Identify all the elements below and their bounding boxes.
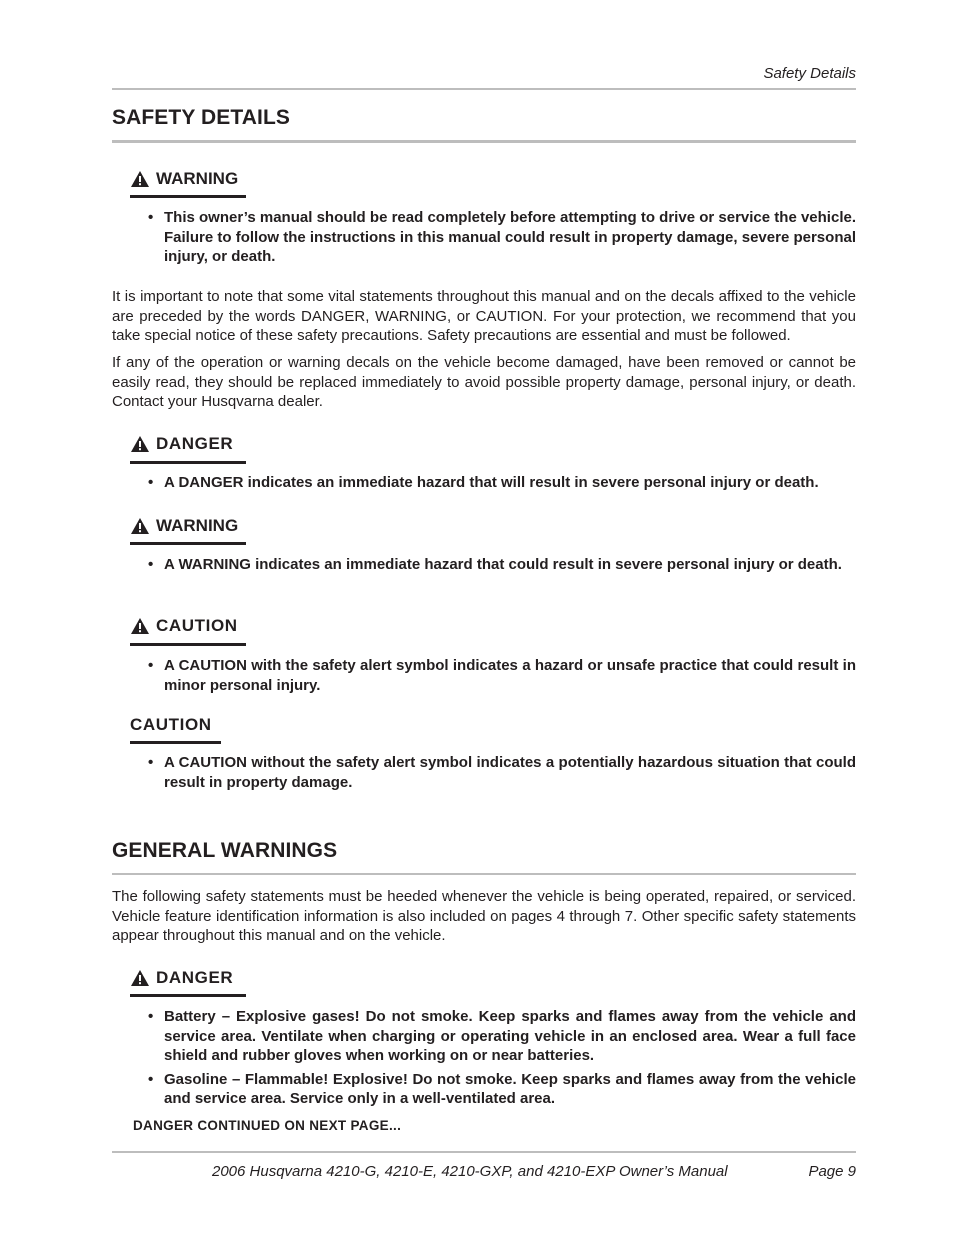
warning-triangle-icon — [130, 617, 150, 635]
signal-rule — [130, 994, 246, 997]
caution-alert-list — [148, 656, 856, 699]
list-item: • Battery – Explosive gases! Do not smoke. Keep sparks and flames away from the vehicle and service area. Ventilate when charging or operating vehicle in an enclosed area. Wear a full face shield and rubber gloves when working on or near batteries. — [148, 1008, 856, 1065]
footer-manual-title: 2006 Husqvarna 4210-G, 4210-E, 4210-GXP, and 4210-EXP Owner’s Manual — [212, 1163, 728, 1180]
warning-triangle-icon — [130, 517, 150, 535]
continued-note: DANGER CONTINUED ON NEXT PAGE... — [133, 1118, 402, 1133]
running-header: Safety Details — [763, 65, 856, 82]
section-title-general-warnings: GENERAL WARNINGS — [112, 839, 338, 862]
caution-text: CAUTION — [156, 616, 238, 635]
warning-text: WARNING — [156, 169, 239, 188]
caution-label-plain — [130, 715, 212, 735]
list-item: • A DANGER indicates an immediate hazard that will result in severe personal injury or death. — [148, 474, 819, 491]
section-title-safety-details: SAFETY DETAILS — [112, 106, 290, 129]
list-item: • A WARNING indicates an immediate hazard that could result in severe personal injury or death. — [148, 556, 842, 573]
signal-rule — [130, 461, 246, 464]
warning-triangle-icon — [130, 969, 150, 987]
decals-paragraph: If any of the operation or warning decals on the vehicle become damaged, have been removed or cannot be easily read, they should be replaced immediately to avoid possible property damage, personal injury, or death. Contact your Husqvarna dealer. — [112, 354, 856, 411]
warning-triangle-icon — [130, 170, 150, 188]
warning-1-list — [148, 208, 856, 271]
signal-rule — [130, 741, 221, 744]
danger-1-list — [148, 473, 856, 497]
warning-2-list — [148, 555, 856, 579]
signal-rule — [130, 195, 246, 198]
caution-text: CAUTION — [130, 715, 212, 734]
signal-rule — [130, 643, 246, 646]
footer-rule — [112, 1151, 856, 1153]
warning-text: WARNING — [156, 516, 239, 535]
list-item: • A CAUTION with the safety alert symbol indicates a hazard or unsafe practice that could result in minor personal injury. — [148, 657, 856, 694]
page-number: Page 9 — [808, 1163, 856, 1180]
important-note-paragraph: It is important to note that some vital statements throughout this manual and on the decals affixed to the vehicle are preceded by the words DANGER, WARNING, or CAUTION. For your protection, we recommend that you take special notice of these safety precautions. Safety precautions are essential and must be followed. — [112, 288, 856, 345]
section-rule — [112, 140, 856, 143]
signal-rule — [130, 542, 246, 545]
section-rule — [112, 873, 856, 875]
danger-label-1 — [130, 434, 233, 454]
list-item: • Gasoline – Flammable! Explosive! Do not smoke. Keep sparks and flames away from the vehicle and service area. Service only in a well-ventilated area. — [148, 1070, 856, 1108]
general-intro-paragraph: The following safety statements must be heeded whenever the vehicle is being operated, repaired, or serviced. Vehicle feature identification information is also included on pages 4 through 7. Other specific safety statements appear throughout this manual and on the vehicle. — [112, 888, 856, 945]
caution-plain-list — [148, 753, 856, 796]
warning-label-1 — [130, 169, 238, 189]
list-item: • This owner’s manual should be read completely before attempting to drive or service the vehicle. Failure to follow the instructions in this manual could result in property damage, severe personal injury, or death. — [148, 209, 856, 266]
danger-text: DANGER — [156, 434, 234, 453]
warning-triangle-icon — [130, 435, 150, 453]
danger-text: DANGER — [156, 968, 234, 987]
header-rule — [112, 88, 856, 90]
danger-label-2 — [130, 968, 233, 988]
danger-2-list — [148, 1007, 856, 1113]
list-item: • A CAUTION without the safety alert symbol indicates a potentially hazardous situation that could result in property damage. — [148, 754, 856, 791]
warning-label-2 — [130, 516, 238, 536]
caution-label-alert — [130, 616, 238, 636]
